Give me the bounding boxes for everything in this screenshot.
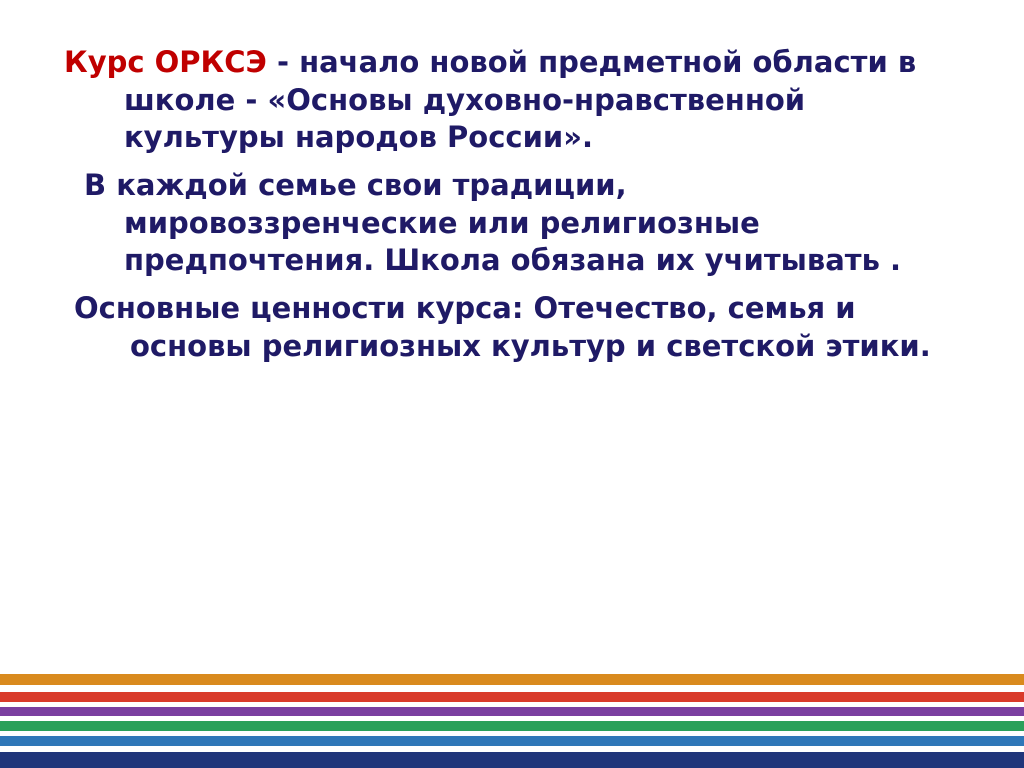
accent-course-title: Курс ОРКСЭ — [64, 45, 267, 79]
stripe-green — [0, 721, 1024, 731]
slide-text-block — [64, 44, 964, 366]
stripe-purple — [0, 707, 1024, 716]
stripe-blue — [0, 736, 1024, 746]
paragraph-family-traditions: В каждой семье свои традиции, мировоззренческие или религиозные предпочтения. Школа обязана их учитывать . — [84, 168, 902, 278]
paragraph-course-intro-rest: - начало новой предметной области в школе - «Основы духовно-нравственной культуры народов России». — [124, 45, 917, 155]
paragraph-core-values: Основные ценности курса: Отечество, семья и основы религиозных культур и светской этики. — [74, 291, 931, 363]
stripe-orange — [0, 674, 1024, 685]
paragraph-course-intro — [64, 44, 964, 157]
stripe-white-1 — [0, 685, 1024, 692]
footer-stripe-band — [0, 658, 1024, 768]
stripe-red — [0, 692, 1024, 702]
stripe-navy — [0, 752, 1024, 768]
stripe-white-top — [0, 658, 1024, 674]
